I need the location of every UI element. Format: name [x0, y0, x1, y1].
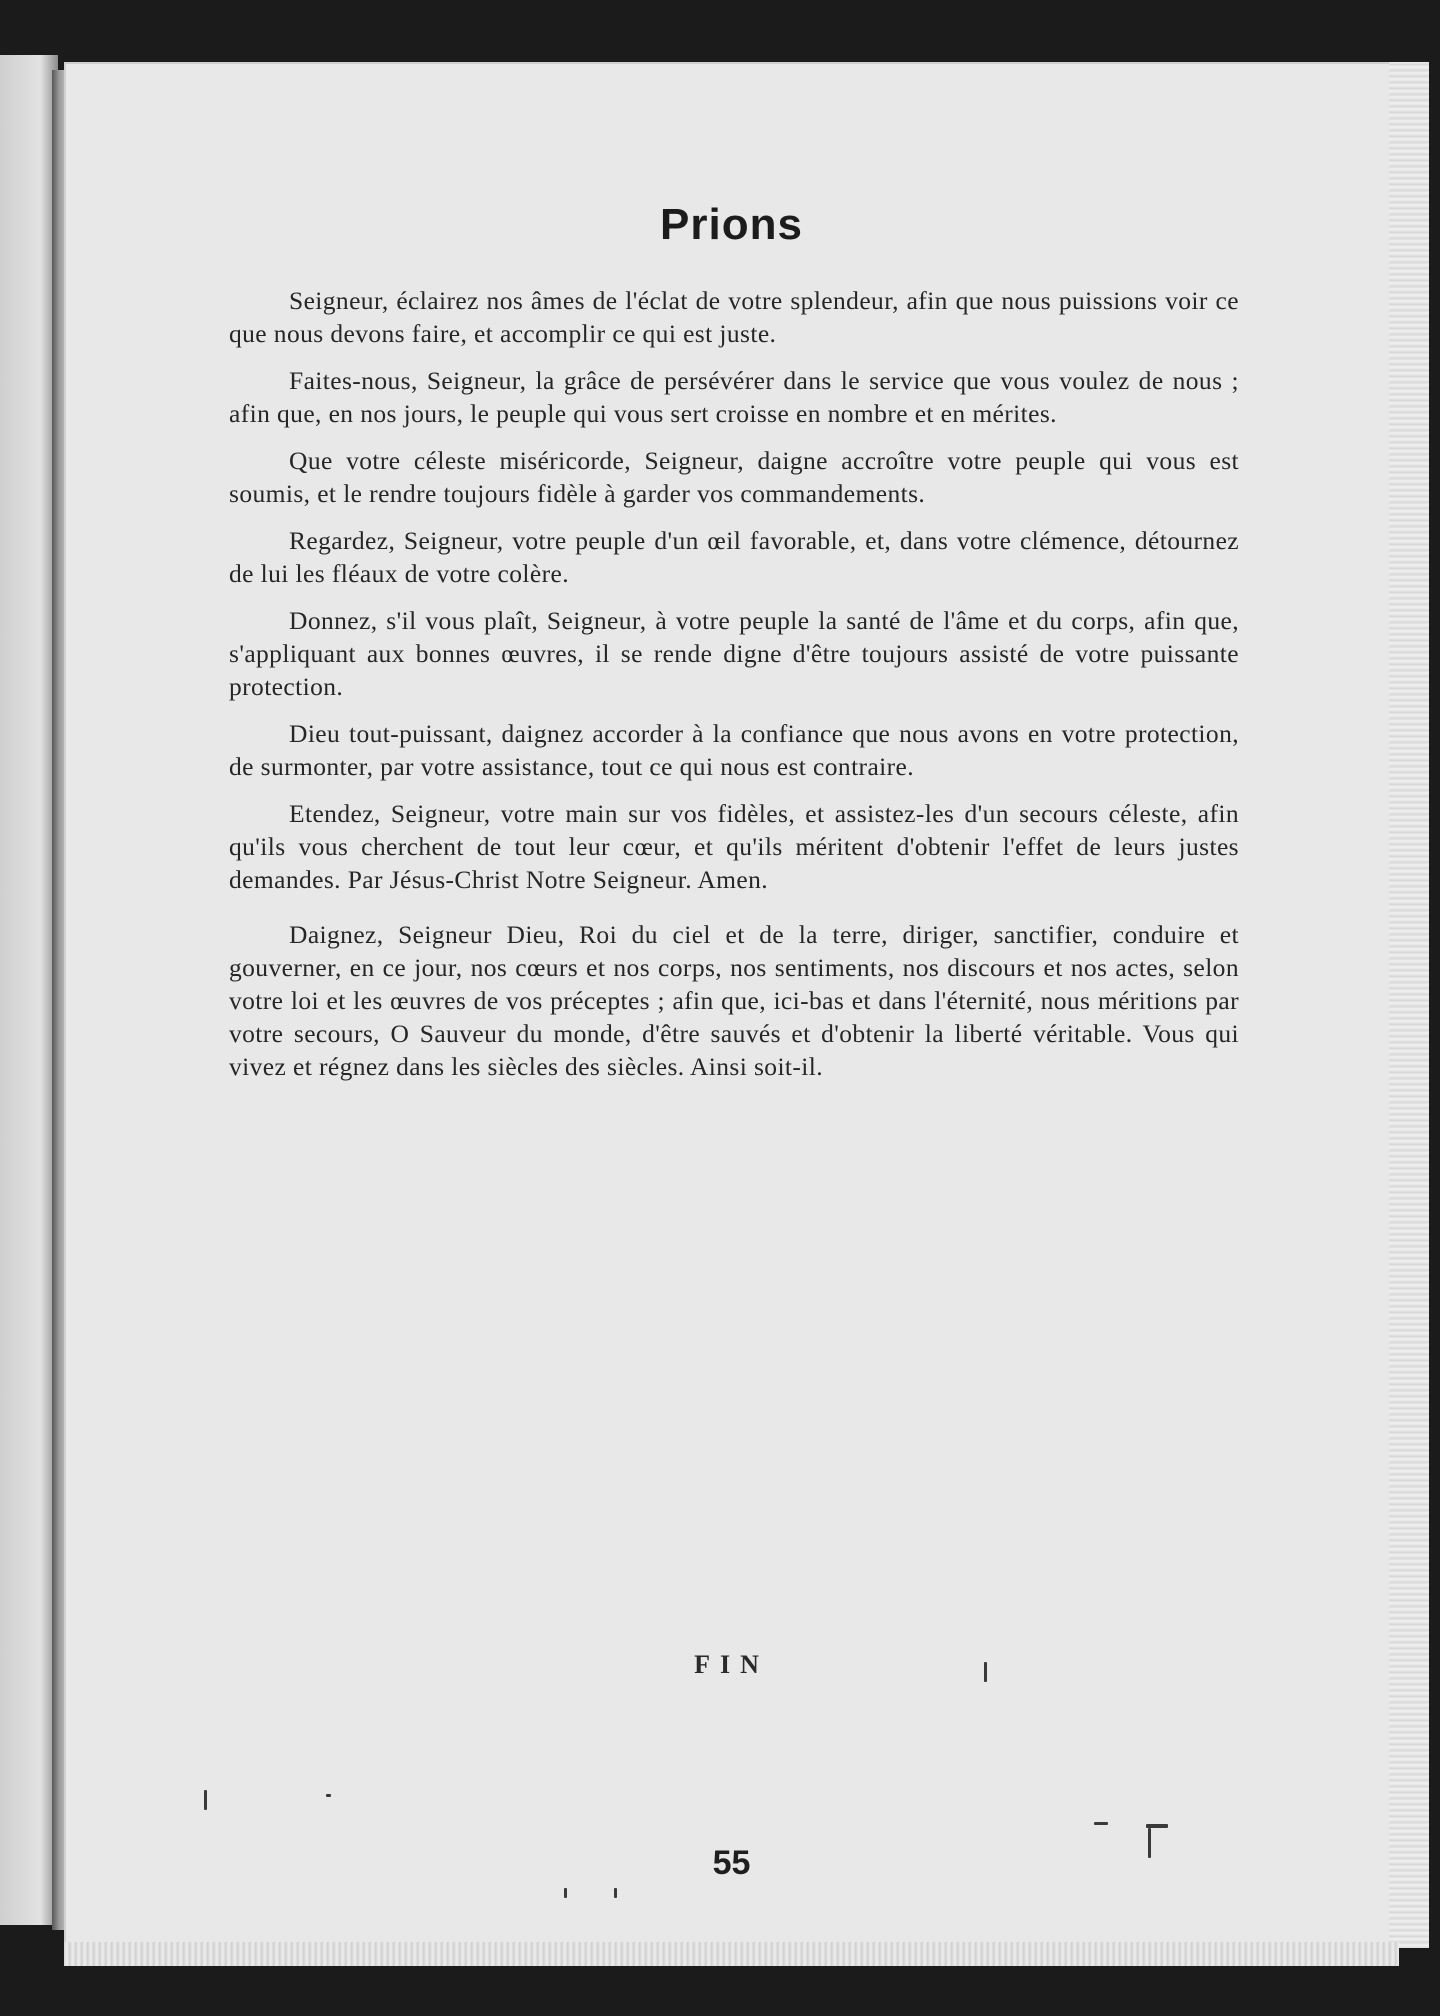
paragraph: Daignez, Seigneur Dieu, Roi du ciel et de la terre, diriger, sanctifier, conduire et gouverner, en ce jour, nos cœurs et nos corps, nos sentiments, nos discours et nos actes, selon votre loi et les œuvres de vos préceptes ; afin que, ici-bas et dans l'éternité, nous méritions par votre secours, O Sauveur du monde, d'être sauvés et d'obtenir la liberté véritable. Vous qui vivez et régnez dans les siècles des siècles. Ainsi soit-il.: [229, 920, 1239, 1081]
print-speck: [984, 1662, 987, 1682]
prayer-text: [229, 284, 1239, 1097]
facing-page-edge: [0, 55, 58, 1925]
paragraph: Dieu tout-puissant, daignez accorder à la confiance que nous avons en votre protection, de surmonter, par votre assistance, tout ce qui nous est contraire.: [229, 719, 1239, 781]
paragraph: Donnez, s'il vous plaît, Seigneur, à votre peuple la santé de l'âme et du corps, afin que, s'appliquant aux bonnes œuvres, il se rende digne d'être toujours assisté de votre puissante protection.: [229, 606, 1239, 701]
end-mark: FIN: [694, 1650, 769, 1679]
book-page: [64, 62, 1399, 1948]
print-speck: [1094, 1822, 1108, 1825]
page-stack-edge-bottom: [64, 1942, 1399, 1966]
print-speck: [204, 1790, 207, 1810]
print-speck: [326, 1794, 331, 1797]
print-speck: [1148, 1828, 1151, 1858]
print-speck: [564, 1888, 567, 1898]
page-title: Prions: [660, 200, 803, 249]
paragraph: Que votre céleste miséricorde, Seigneur, daigne accroître votre peuple qui vous est soumis, et le rendre toujours fidèle à garder vos commandements.: [229, 446, 1239, 508]
page-number: 55: [712, 1844, 751, 1882]
paragraph: Etendez, Seigneur, votre main sur vos fidèles, et assistez-les d'un secours céleste, afin qu'ils vous cherchent de tout leur cœur, et qu'ils méritent d'obtenir l'effet de leurs justes demandes. Par Jésus-Christ Notre Seigneur. Amen.: [229, 799, 1239, 894]
paragraph: Faites-nous, Seigneur, la grâce de persévérer dans le service que vous voulez de nous ; afin que, en nos jours, le peuple qui vous sert croisse en nombre et en mérites.: [229, 366, 1239, 428]
paragraph: Regardez, Seigneur, votre peuple d'un œil favorable, et, dans votre clémence, détournez de lui les fléaux de votre colère.: [229, 526, 1239, 588]
paragraph: Seigneur, éclairez nos âmes de l'éclat de votre splendeur, afin que nous puissions voir ce que nous devons faire, et accomplir ce qui est juste.: [229, 286, 1239, 348]
print-speck: [614, 1888, 617, 1898]
